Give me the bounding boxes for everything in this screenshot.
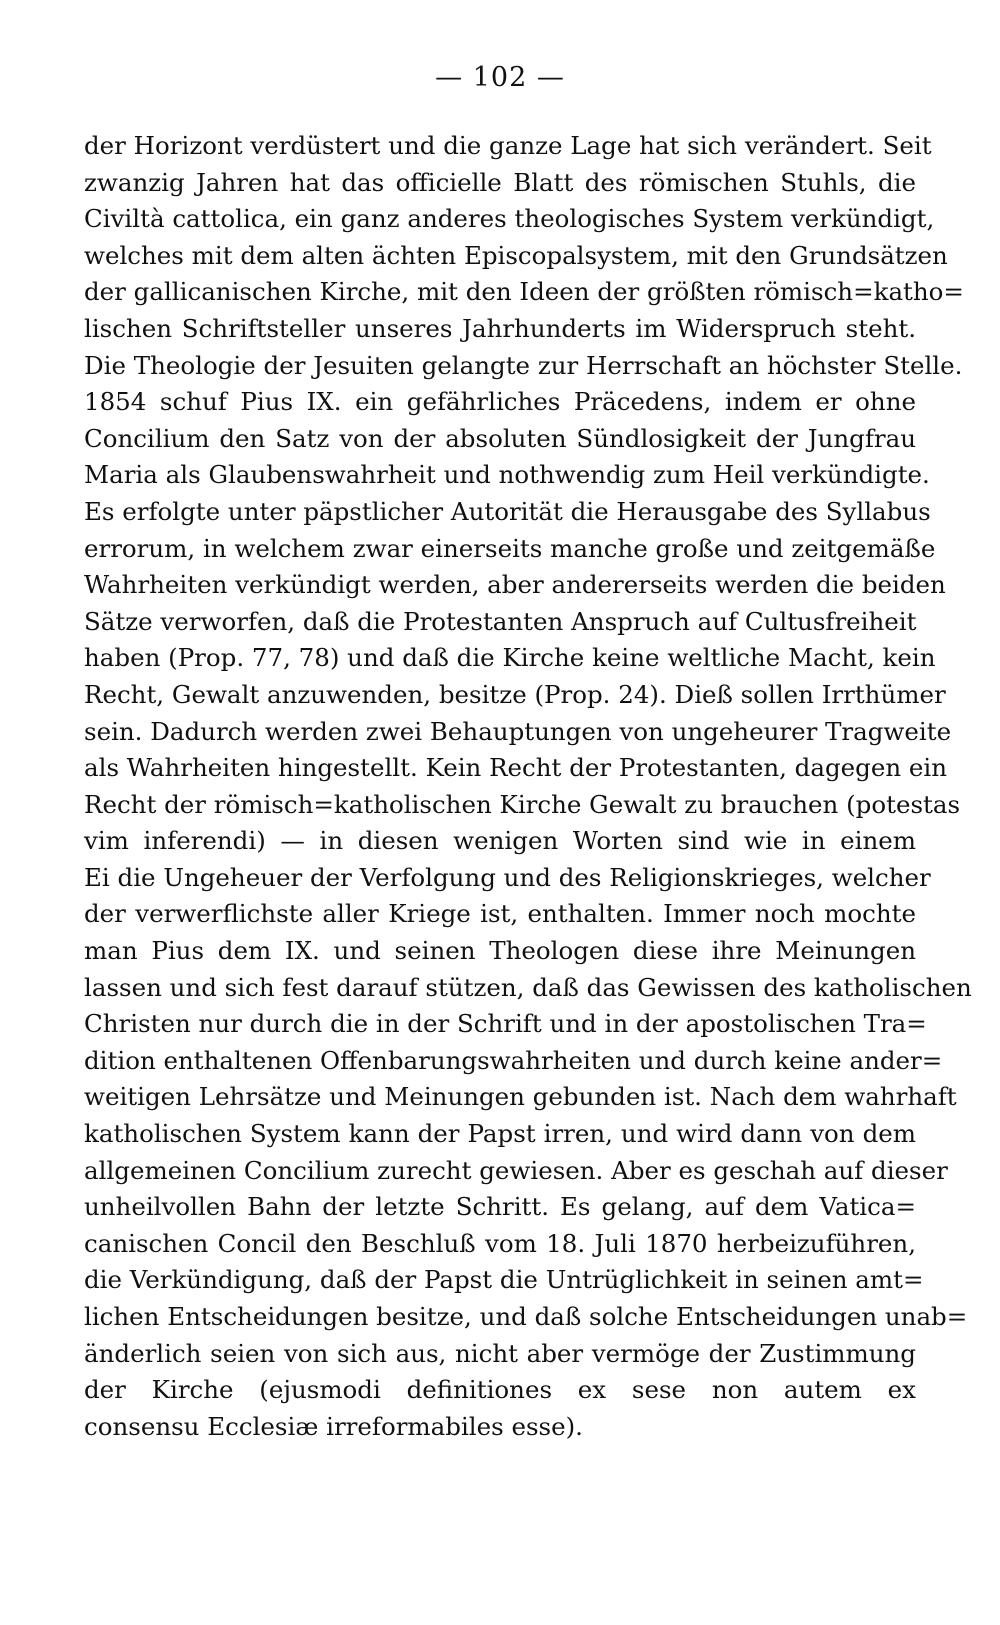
text-line: sein. Dadurch werden zwei Behauptungen von ungeheurer Tragweite bbox=[84, 716, 952, 746]
text-line: als Wahrheiten hingestellt. Kein Recht der Protestanten, dagegen ein bbox=[84, 753, 948, 783]
text-line: Civiltà cattolica, ein ganz anderes theologisches System verkündigt, bbox=[84, 204, 935, 234]
text-line: änderlich seien von sich aus, nicht aber vermöge der Zustimmung bbox=[84, 1338, 916, 1368]
text-line: Sätze verworfen, daß die Protestanten Anspruch auf Cultusfreiheit bbox=[84, 606, 917, 636]
text-line: lassen und sich fest darauf stützen, daß das Gewissen des katholischen bbox=[84, 972, 972, 1002]
text-line: Concilium den Satz von der absoluten Sündlosigkeit der Jungfrau bbox=[84, 423, 916, 453]
text-line: 1854 schuf Pius IX. ein gefährliches Präcedens, indem er ohne bbox=[84, 387, 916, 417]
text-line: Die Theologie der Jesuiten gelangte zur Herrschaft an höchster Stelle. bbox=[84, 350, 963, 380]
text-line: man Pius dem IX. und seinen Theologen diese ihre Meinungen bbox=[84, 936, 916, 966]
text-line: Wahrheiten verkündigt werden, aber andererseits werden die beiden bbox=[84, 570, 946, 600]
text-line: Ei die Ungeheuer der Verfolgung und des Religionskrieges, welcher bbox=[84, 862, 931, 892]
text-line: der Kirche (ejusmodi definitiones ex sese non autem ex bbox=[84, 1375, 916, 1405]
text-line: lischen Schriftsteller unseres Jahrhunderts im Widerspruch steht. bbox=[84, 313, 916, 343]
text-line: lichen Entscheidungen besitze, und daß solche Entscheidungen unab= bbox=[84, 1302, 968, 1331]
text-line: haben (Prop. 77, 78) und daß die Kirche keine weltliche Macht, kein bbox=[84, 643, 936, 673]
text-line: zwanzig Jahren hat das officielle Blatt des römischen Stuhls, die bbox=[84, 167, 916, 197]
text-line: errorum, in welchem zwar einerseits manche große und zeitgemäße bbox=[84, 533, 936, 563]
text-line: Recht, Gewalt anzuwenden, besitze (Prop. 24). Dieß sollen Irrthümer bbox=[84, 679, 946, 709]
text-line: Maria als Glaubenswahrheit und nothwendig zum Heil verkündigte. bbox=[84, 460, 930, 490]
text-line: Christen nur durch die in der Schrift und in der apostolischen Tra= bbox=[84, 1009, 927, 1039]
text-line: welches mit dem alten ächten Episcopalsystem, mit den Grundsätzen bbox=[84, 240, 948, 270]
body-text bbox=[84, 128, 972, 1445]
text-line: der gallicanischen Kirche, mit den Ideen der größten römisch=katho= bbox=[84, 277, 964, 307]
text-line: dition enthaltenen Offenbarungswahrheiten und durch keine ander= bbox=[84, 1045, 943, 1075]
text-line: weitigen Lehrsätze und Meinungen gebunden ist. Nach dem wahrhaft bbox=[84, 1082, 957, 1112]
text-line: canischen Concil den Beschluß vom 18. Juli 1870 herbeizuführen, bbox=[84, 1228, 916, 1258]
text-line: unheilvollen Bahn der letzte Schritt. Es gelang, auf dem Vatica= bbox=[84, 1192, 916, 1222]
text-line: der verwerflichste aller Kriege ist, enthalten. Immer noch mochte bbox=[84, 899, 916, 929]
text-line: die Verkündigung, daß der Papst die Untrüglichkeit in seinen amt= bbox=[84, 1265, 924, 1295]
text-line: der Horizont verdüstert und die ganze Lage hat sich verändert. Seit bbox=[84, 131, 932, 160]
text-line: Es erfolgte unter päpstlicher Autorität die Herausgabe des Syllabus bbox=[84, 496, 931, 526]
text-line: consensu Ecclesiæ irreformabiles esse). bbox=[84, 1411, 583, 1441]
text-line: Recht der römisch=katholischen Kirche Gewalt zu brauchen (potestas bbox=[84, 789, 961, 819]
page-number: — 102 — bbox=[435, 62, 565, 93]
text-line: allgemeinen Concilium zurecht gewiesen. Aber es geschah auf dieser bbox=[84, 1155, 948, 1185]
text-line: vim inferendi) — in diesen wenigen Worten sind wie in einem bbox=[84, 826, 916, 856]
text-line: katholischen System kann der Papst irren, und wird dann von dem bbox=[84, 1119, 916, 1149]
